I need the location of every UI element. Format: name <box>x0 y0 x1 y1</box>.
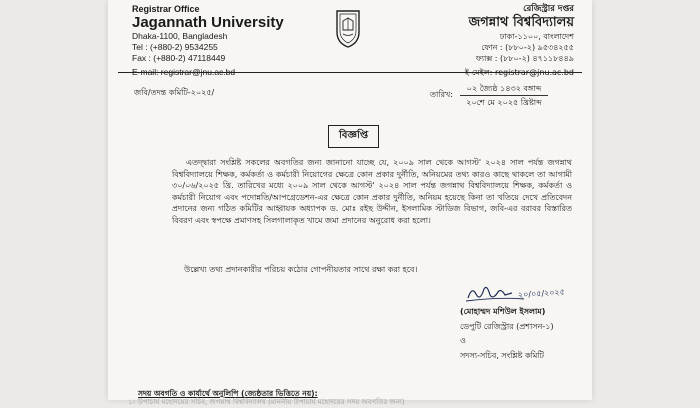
office-name-en: Registrar Office <box>132 4 200 14</box>
signatory-role: সদস্য-সচিব, সংশ্লিষ্ট কমিটি <box>460 350 544 360</box>
signatory-block <box>460 305 554 363</box>
confidentiality-note: উল্লেখ্য তথ্য প্রদানকারীর পরিচয় কঠোর গোপনীয়তার সাথে রক্ষা করা হবে। <box>184 265 418 274</box>
copy-distribution-heading: সদয় অবগতি ও কার্যার্থে অনুলিপি (জ্যেষ্ঠতার ভিত্তিতে নয়): <box>138 389 318 398</box>
header-divider <box>118 72 582 73</box>
signed-date: ২০/০৫/২০২৫ <box>517 287 566 300</box>
address-en: Dhaka-1100, Bangladesh <box>132 31 228 41</box>
date-bangla: ০২ জ্যৈষ্ঠ ১৪৩২ বঙ্গাব্দ <box>466 84 542 93</box>
signatory-conjunction: ও <box>460 336 466 345</box>
email-bn: ই-মেইল: registrar@jnu.ac.bd <box>464 68 574 77</box>
notice-document <box>108 0 592 406</box>
notice-body <box>172 157 572 227</box>
header-english <box>132 4 284 78</box>
office-name-bn: রেজিস্ট্রার দপ্তর <box>523 4 574 14</box>
university-name-en: Jagannath University <box>132 14 284 31</box>
date-block <box>460 82 548 109</box>
date-label: তারিখ: <box>430 90 453 99</box>
university-crest-icon <box>334 8 362 48</box>
university-name-bn: জগন্নাথ বিশ্ববিদ্যালয় <box>468 15 574 30</box>
tel-en: Tel : (+880-2) 9534255 <box>132 42 218 52</box>
copy-distribution-item: ১। উপাচার্য মহোদয়ের সচিব, জগন্নাথ বিশ্ববিদ্যালয় (মাননীয় উপাচার্য মহোদয়ের সদয় অবগতির জন্য) <box>128 398 405 406</box>
signature-mark <box>460 280 582 306</box>
tel-bn: ফোন : (৮৮০-২) ৯৫৩৪২৫৫ <box>481 43 574 52</box>
header-bangla <box>465 4 574 78</box>
fax-bn: ফ্যাক্স : (৮৮০-২) ৪৭১১৮৪৪৯ <box>475 54 574 63</box>
signatory-designation: ডেপুটি রেজিস্ট্রার (প্রশাসন-১) <box>460 321 554 331</box>
notice-title: বিজ্ঞপ্তি <box>328 125 379 148</box>
reference-number: জবি/তদন্ত কমিটি-২০২৫/ <box>134 88 215 97</box>
email-en: E-mail: registrar@jnu.ac.bd <box>132 67 236 77</box>
signatory-name: (মোহাম্মদ মশিউল ইসলাম) <box>460 307 546 316</box>
date-english: ২০শে মে ২০২৫ খ্রিষ্টাব্দ <box>460 95 548 109</box>
notice-body-text: এতদ্দ্বারা সংশ্লিষ্ট সকলের অবগতির জন্য জানানো যাচ্ছে যে, ২০০৯ সাল থেকে আগস্ট' ২০২৪ সাল পর্যন্ত জগন্নাথ বিশ্ববিদ্যালয়ে শিক্ষক, কর্মকর্তা ও কর্মচারী নিয়োগের ক্ষেত্রে কোন প্রকার দুর্নীতি, অনিয়মের তথ্য কারও কাছে থাকলে তা আগামী ৩০/০৬/২০২৫ খ্রি. তারিখের মধ্যে ২০০৯ সাল থেকে আগস্ট' ২০২৪ সাল পর্যন্ত জগন্নাথ বিশ্ববিদ্যালয়ে শিক্ষক, কর্মকর্তা ও কর্মচারী নিয়োগ এবং পদোন্নতি/আপগ্রেডেশন-এর ক্ষেত্রে কোন প্রকার দুর্নীতি, অনিয়ম হয়েছে কিনা তা খতিয়ে দেখে প্রতিবেদন প্রদানের জন্য গঠিত কমিটির আহ্বায়ক অধ্যাপক ড. মোঃ রইছ উদ্দীন, ইসলামিক স্টাডিজ বিভাগ, জবি-এর বরাবর বিস্তারিত বিবরণ এবং স্বপক্ষে প্রমাণসহ সিলগালাকৃত খামে জমা প্রদানের অনুরোধ করা হলো। <box>172 158 572 225</box>
fax-en: Fax : (+880-2) 47118449 <box>132 53 226 63</box>
address-bn: ঢাকা-১১০০, বাংলাদেশ <box>499 32 574 41</box>
